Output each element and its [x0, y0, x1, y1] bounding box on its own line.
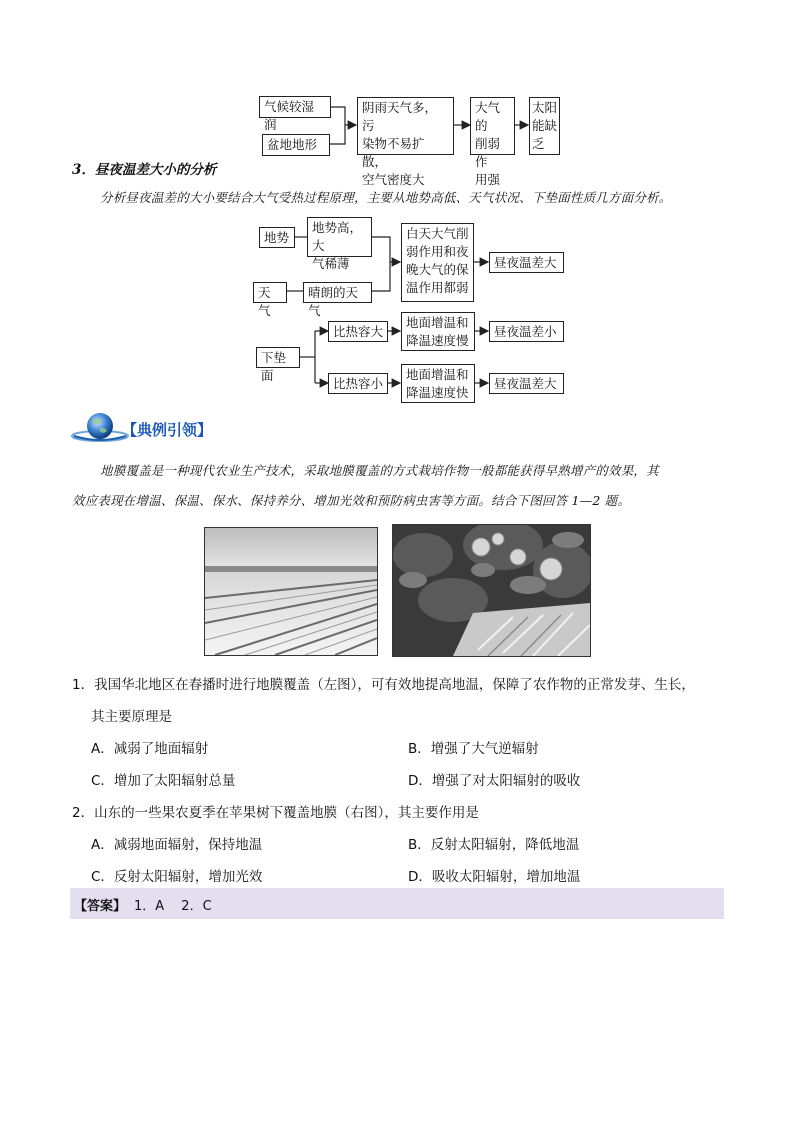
example-heading: 【典例引领】	[122, 421, 213, 439]
flow2-box-effect: 白天大气削 弱作用和夜 晚大气的保 温作用都弱	[401, 223, 474, 302]
question-1-stem: 我国华北地区在春播时进行地膜覆盖（左图），可有效地提高地温，保障了农作物的正常发芽、生长，	[94, 677, 695, 693]
question-1-option-a[interactable]: A．减弱了地面辐射	[91, 741, 209, 757]
section-paragraph: 分析昼夜温差的大小要结合大气受热过程原理，主要从地势高低、天气状况、下垫面性质几方面分析。	[100, 190, 672, 205]
answer-bar	[70, 888, 724, 919]
flow1-box-weakening: 大气的 削弱作 用强	[470, 97, 515, 155]
question-1-number: 1．	[72, 677, 95, 693]
flow2-box-surface: 下垫面	[256, 347, 300, 368]
flow2-box-heat-small: 比热容小	[328, 373, 388, 394]
section-title: 昼夜温差大小的分析	[94, 162, 217, 178]
flow2-box-result-top: 昼夜温差大	[489, 252, 564, 273]
answer-label: 【答案】	[74, 899, 127, 914]
globe-icon	[70, 410, 130, 444]
question-1-option-c[interactable]: C．增加了太阳辐射总量	[91, 773, 236, 789]
flow2-box-terrain-desc: 地势高，大 气稀薄	[307, 217, 372, 257]
flow2-box-heat-large: 比热容大	[328, 321, 388, 342]
question-2-option-d[interactable]: D．吸收太阳辐射，增加地温	[408, 869, 581, 885]
section-number: 3	[72, 162, 82, 178]
flowchart-connectors	[0, 0, 794, 420]
answer-text: 1．A 2．C	[134, 899, 212, 914]
question-1-option-b[interactable]: B．增强了大气逆辐射	[408, 741, 539, 757]
flow1-box-climate: 气候较湿润	[259, 96, 331, 118]
flow2-box-result-bottom: 昼夜温差大	[489, 373, 564, 394]
question-2-option-b[interactable]: B．反射太阳辐射，降低地温	[408, 837, 580, 853]
flow2-box-weather: 天气	[253, 282, 287, 303]
flow1-box-solar: 太阳 能缺 乏	[529, 97, 560, 155]
flow2-box-weather-desc: 晴朗的天气	[303, 282, 372, 303]
question-1-stem-line1	[72, 673, 695, 693]
flow1-box-weather: 阴雨天气多，污 染物不易扩散， 空气密度大	[357, 97, 454, 155]
flow2-box-terrain: 地势	[259, 227, 295, 248]
flow2-box-slow: 地面增温和 降温速度慢	[401, 312, 475, 351]
question-1-option-d[interactable]: D．增强了对太阳辐射的吸收	[408, 773, 581, 789]
example-intro-line2: 效应表现在增温、保温、保水、保持养分、增加光效和预防病虫害等方面。结合下图回答 1—2 题。	[72, 493, 631, 508]
question-2-option-a[interactable]: A．减弱地面辐射，保持地温	[91, 837, 263, 853]
question-1-stem-line2: 其主要原理是	[91, 709, 172, 725]
flow2-box-result-small: 昼夜温差小	[489, 321, 564, 342]
example-intro-line1: 地膜覆盖是一种现代农业生产技术，采取地膜覆盖的方式栽培作物一般都能获得早熟增产的效果，其	[100, 463, 659, 478]
question-2-stem: 山东的一些果农夏季在苹果树下覆盖地膜（右图），其主要作用是	[94, 805, 479, 821]
question-2-option-c[interactable]: C．反射太阳辐射，增加光效	[91, 869, 263, 885]
flow2-box-fast: 地面增温和 降温速度快	[401, 364, 475, 403]
question-2-number: 2．	[72, 805, 95, 821]
section-heading: 3．昼夜温差大小的分析	[72, 162, 217, 178]
film-field-photo	[204, 527, 378, 656]
apple-orchard-photo	[392, 524, 591, 657]
question-2-stem-line1	[72, 801, 479, 821]
flow1-box-basin: 盆地地形	[262, 134, 330, 156]
